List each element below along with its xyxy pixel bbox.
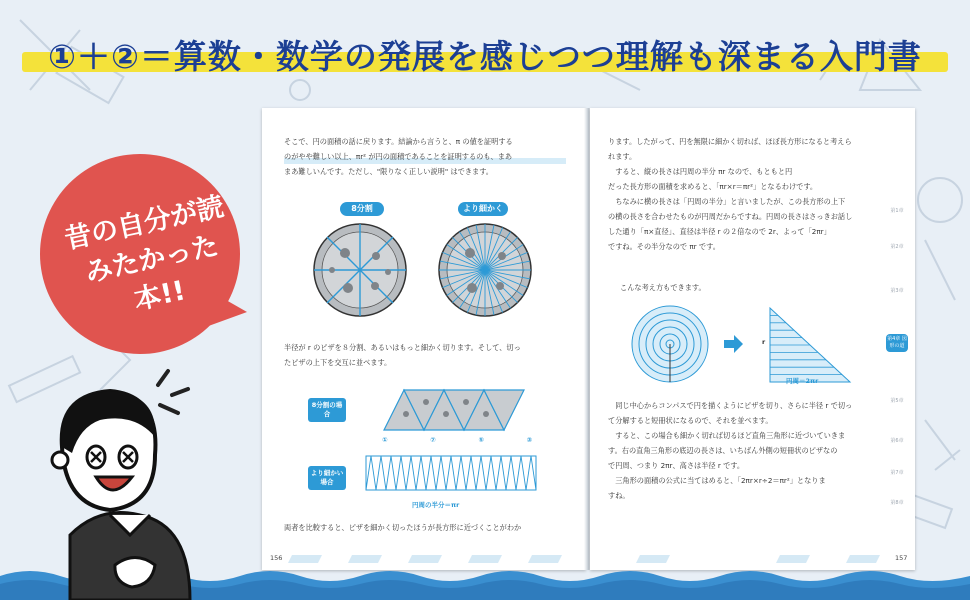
left-intro-line: のがやや難しい以上、πr² が円の面積であることを証明するのも、まあ: [284, 149, 566, 164]
pizza-diagrams: [310, 218, 550, 328]
right-line: れます。: [608, 152, 637, 161]
right-line: すると、縦の長さは円周の半分 πr なので、もともと円: [608, 167, 793, 176]
left-footer-marks: [262, 550, 586, 562]
tag-eight-slices-case: 8分割の場合: [308, 398, 346, 422]
page-number-left: 156: [270, 554, 283, 562]
right-line: だった長方形の面積を求めると、「πr×r＝πr²」となるわけです。: [608, 182, 818, 191]
left-page: [262, 108, 586, 570]
right-line: すると、この場合も細かく切れば切るほど直角三角形に近づいていきま: [608, 431, 846, 440]
right-line: ですね。その半分なので πr です。: [608, 242, 720, 251]
right-bottom-text: [608, 398, 878, 503]
chapter-tab: 第6章: [890, 438, 904, 444]
slices-arranged-eight: [374, 382, 534, 442]
label-finer-slices: より細かく: [458, 202, 508, 216]
slice-number: ⑤: [478, 436, 484, 444]
open-book: [262, 108, 915, 570]
right-top-text: [608, 134, 878, 254]
circumference-label: 円周＝2πr: [786, 377, 819, 385]
surprise-lines: [158, 371, 188, 413]
right-line: す。右の直角三角形の底辺の長さは、いちばん外側の短冊状のピザなの: [608, 446, 838, 455]
chapter-tab: 第5章: [890, 398, 904, 404]
headline: [22, 30, 948, 78]
right-line: の横の長さを合わせたものが円周だからですね。円周の長さはさっきお話し: [608, 212, 853, 221]
right-line: 三角形の面積の公式に当てはめると、「2πr×r÷2＝πr²」となりま: [608, 476, 826, 485]
chapter-tab: 第7章: [890, 470, 904, 476]
slice-number: ③: [526, 436, 532, 444]
pizza-fine-slices: [439, 224, 531, 316]
slice-number-row: [382, 436, 532, 444]
page-number-right: 157: [895, 554, 908, 562]
right-line: ちなみに横の長さは「円周の半分」と言いましたが、この長方形の上下: [608, 197, 846, 206]
rings-to-triangle-diagram: [630, 302, 870, 392]
right-footer-marks: [590, 550, 915, 562]
chapter-tab: 第3章: [890, 288, 904, 294]
arrow-icon: [724, 335, 743, 353]
headline-text: ①＋②＝算数・数学の発展を感じつつ理解も深まる入門書: [48, 36, 922, 76]
right-line: すね。: [608, 491, 630, 500]
half-circumference-label: 円周の半分＝πr: [412, 501, 460, 509]
right-line: て分解すると短冊状になるので、それを並べます。: [608, 416, 773, 425]
slice-number: ⑦: [430, 436, 436, 444]
speech-bubble-text: 昔の自分が読みたかった本!!: [61, 191, 227, 317]
left-middle-text: [284, 340, 566, 370]
another-way-text: こんな考え方もできます。: [620, 283, 706, 292]
chapter-tab: 第8章: [890, 500, 904, 506]
left-middle-line: たピザの上下を交互に並べます。: [284, 358, 392, 367]
chapter-tab-active: 第4章 図形の道: [886, 334, 908, 352]
right-line: ります。したがって、円を無限に細かく切れば、ほぼ長方形になると考えら: [608, 137, 852, 146]
slices-arranged-fine: [362, 452, 542, 498]
left-intro: [284, 134, 566, 179]
right-line: で円周、つまり 2πr、高さは半径 r です。: [608, 461, 745, 470]
right-line: 同じ中心からコンパスで円を描くようにピザを切り、さらに半径 r で切っ: [608, 401, 853, 410]
left-last-line: 両者を比較すると、ピザを細かく切ったほうが長方形に近づくことがわか: [284, 523, 522, 532]
surprised-student-illustration: [40, 365, 270, 600]
slice-number: ①: [382, 436, 388, 444]
speech-bubble: [22, 142, 262, 382]
right-page: [590, 108, 915, 570]
right-line: した通り「π×直径」、直径は半径 r の２倍なので 2r、よって「2πr」: [608, 227, 831, 236]
radius-label: r: [762, 338, 766, 346]
pizza-eight-slices: [314, 224, 406, 316]
left-middle-line: 半径が r のピザを８分割、あるいはもっと細かく切ります。そして、切っ: [284, 343, 521, 352]
tag-finer-case: より細かい場合: [308, 466, 346, 490]
chapter-tab: 第1章: [890, 208, 904, 214]
chapter-tab: 第2章: [890, 244, 904, 250]
left-intro-line: まあ難しいんです。ただし、"限りなく正しい説明" はできます。: [284, 167, 493, 176]
left-intro-line: そこで、円の面積の話に戻ります。結論から言うと、π の値を証明する: [284, 137, 513, 146]
label-eight-slices: 8分割: [340, 202, 384, 216]
